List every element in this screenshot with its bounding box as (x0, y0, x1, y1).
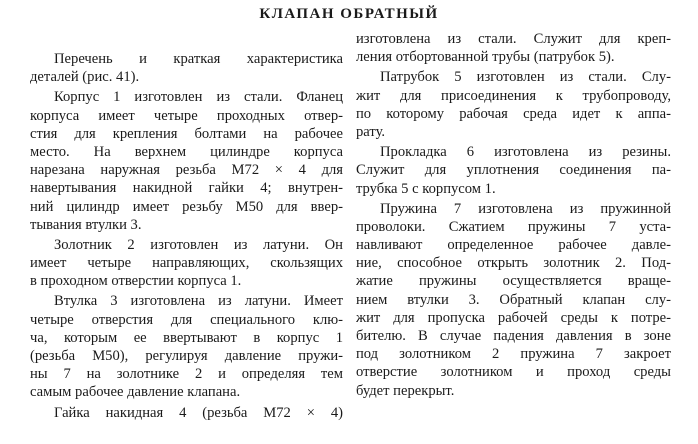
text-line: корпуса имеет четыре проходных отвер- (30, 107, 343, 124)
left-text-column (30, 50, 343, 422)
text-line: место. На верхнем цилиндре корпуса (30, 143, 343, 160)
text-line: отверстие золотником и проход среды (356, 364, 671, 381)
text-line: бителю. В случае падения давления в зоне (356, 328, 671, 344)
right-text-column (356, 30, 671, 400)
text-line: Гайка накидная 4 (резьба М72 × 4) (54, 404, 343, 421)
text-line: Золотник 2 изготовлен из латуни. Он (54, 236, 343, 253)
text-line: (резьба М50), регулируя давление пружи- (30, 348, 343, 364)
text-line: Корпус 1 изготовлен из стали. Фланец (54, 89, 343, 106)
text-line: имеет четыре направляющих, скользящих (30, 255, 343, 272)
text-line: трубка 5 с корпусом 1. (356, 180, 496, 197)
text-line: нарезана наружная резьба М72 × 4 для (30, 162, 343, 179)
text-line: рату. (356, 123, 386, 140)
text-line: четыре отверстия для специального клю- (30, 311, 343, 328)
text-line: ны 7 на золотнике 2 и определяя тем (30, 366, 343, 383)
text-line: будет перекрыт. (356, 382, 455, 399)
text-line: ча, которым ее ввертывают в корпус 1 (30, 329, 343, 346)
text-line: Патрубок 5 изготовлен из стали. Слу- (380, 69, 671, 86)
text-line: жит для присоединения к трубопроводу, (356, 87, 671, 104)
text-line: Служит для уплотнения соединения па- (356, 162, 671, 179)
text-line: ние, способное открыть золотник 2. Под- (356, 255, 671, 272)
text-line: тывания втулки 3. (30, 216, 142, 233)
text-line: Перечень и краткая характеристика (54, 51, 343, 67)
text-line: самым рабочее давление клапана. (30, 384, 241, 401)
text-line: деталей (рис. 41). (30, 69, 140, 86)
text-line: изготовлена из стали. Служит для креп- (356, 31, 671, 47)
text-line: жит для пропуска рабочей среды к потре- (356, 309, 671, 326)
text-line: стия для крепления болтами на рабочее (30, 125, 343, 142)
text-line: под золотником 2 пружина 7 закроет (356, 346, 671, 363)
text-line: проволоки. Сжатием пружины 7 уста- (356, 218, 671, 235)
text-line: Пружина 7 изготовлена из пружинной (380, 200, 671, 217)
text-line: по которому рабочая среда идет к аппа- (356, 105, 671, 122)
text-line: ления отбортованной трубы (патрубок 5). (356, 49, 615, 66)
text-line: навливают определенное рабочее давле- (356, 237, 671, 254)
text-line: Прокладка 6 изготовлена из резины. (380, 144, 671, 161)
text-line: нием втулки 3. Обратный клапан слу- (356, 291, 671, 308)
text-line: в проходном отверстии корпуса 1. (30, 273, 242, 290)
text-line: ний цилиндр имеет резьбу М50 для ввер- (30, 198, 343, 215)
page-title: КЛАПАН ОБРАТНЫЙ (259, 6, 439, 22)
text-line: Втулка 3 изготовлена из латуни. Имеет (54, 293, 343, 310)
text-line: навертывания накидной гайки 4; внутрен- (30, 180, 343, 197)
text-line: жатие пружины осуществляется враще- (356, 273, 671, 290)
